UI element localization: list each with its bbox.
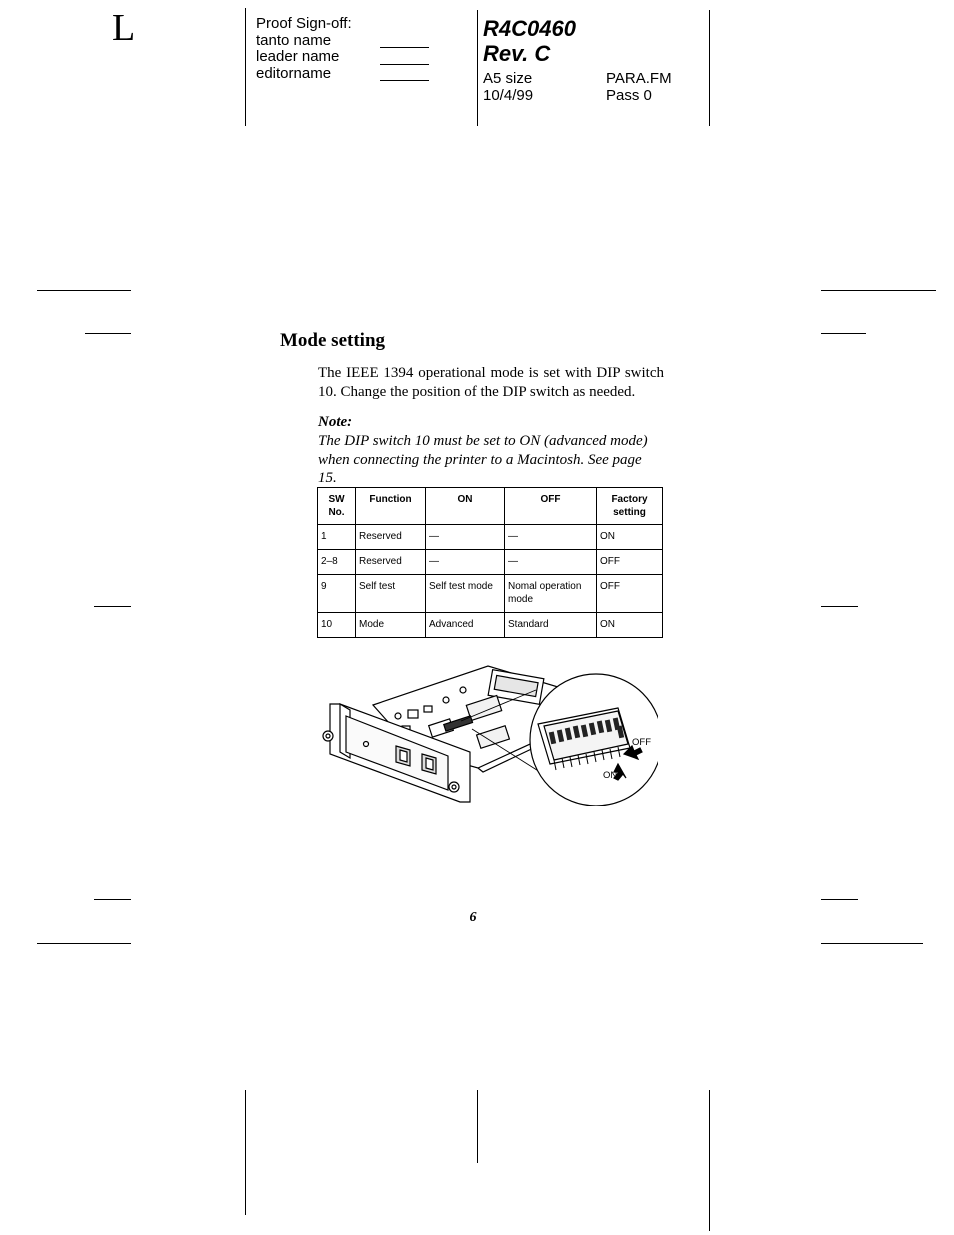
header-sw-no: SW No.	[318, 488, 356, 525]
table-cell: Reserved	[356, 550, 426, 575]
corner-mark: L	[112, 7, 136, 49]
proof-leader-name: leader name	[256, 48, 340, 65]
table-cell: ON	[597, 613, 663, 638]
signoff-line-3	[380, 80, 429, 81]
off-label: OFF	[632, 737, 651, 748]
header-function: Function	[356, 488, 426, 525]
product-revision: Rev. C	[483, 41, 551, 66]
table-cell: —	[505, 525, 597, 550]
page-size: A5 size	[483, 70, 533, 87]
crop-hline-right-1	[821, 290, 936, 291]
crop-vline-right-top	[709, 10, 710, 126]
proof-pass: Pass 0	[606, 87, 652, 104]
note-label: Note:	[318, 414, 353, 430]
crop-hline-left-5	[37, 943, 131, 944]
table-cell: —	[505, 550, 597, 575]
table-cell: —	[426, 525, 505, 550]
crop-hline-right-5	[821, 943, 923, 944]
proof-tanto-name: tanto name	[256, 31, 332, 49]
table-cell: ON	[597, 525, 663, 550]
table-cell: 10	[318, 613, 356, 638]
table-cell: 2–8	[318, 550, 356, 575]
table-cell: Self test	[356, 575, 426, 613]
table-row	[318, 613, 663, 638]
table-cell: OFF	[597, 550, 663, 575]
proof-date: 10/4/99	[483, 87, 534, 104]
crop-vline-mid-top	[477, 10, 478, 126]
crop-vline-mid-bottom	[477, 1090, 478, 1163]
table-cell: —	[426, 550, 505, 575]
table-cell: Mode	[356, 613, 426, 638]
section-title: Mode setting	[280, 330, 386, 351]
on-label: ON	[603, 770, 618, 781]
crop-hline-left-4	[94, 899, 131, 900]
crop-hline-left-1	[37, 290, 131, 291]
signoff-line-2	[380, 64, 429, 65]
table-cell: Nomal operation mode	[505, 575, 597, 613]
table-cell: Advanced	[426, 613, 505, 638]
table-row	[318, 575, 663, 613]
crop-hline-right-3	[821, 606, 858, 607]
proof-title: Proof Sign-off:	[256, 15, 352, 32]
table-header-row	[318, 488, 663, 525]
table-cell: 1	[318, 525, 356, 550]
crop-hline-right-4	[821, 899, 858, 900]
crop-hline-left-3	[94, 606, 131, 607]
header-off: OFF	[505, 488, 597, 525]
table-cell: 9	[318, 575, 356, 613]
signoff-line-1	[380, 47, 429, 48]
crop-vline-right-bottom	[709, 1090, 710, 1231]
interface-card-illustration	[318, 660, 658, 806]
page-number: 6	[469, 910, 477, 925]
proof-editor-name: editorname	[256, 64, 332, 82]
crop-vline-left-top	[245, 8, 246, 126]
body-paragraph: The IEEE 1394 operational mode is set with DIP switch 10. Change the position of the DIP switch as needed.	[318, 365, 664, 400]
proof-signoff	[256, 16, 352, 82]
table-cell: Standard	[505, 613, 597, 638]
product-code	[483, 16, 576, 66]
header-factory: Factory setting	[597, 488, 663, 525]
crop-hline-left-2	[85, 333, 131, 334]
crop-vline-left-bottom	[245, 1090, 246, 1215]
table-cell: OFF	[597, 575, 663, 613]
note-text: The DIP switch 10 must be set to ON (advanced mode) when connecting the printer to a Macintosh. See page 15.	[318, 433, 648, 486]
product-code-id: R4C0460	[483, 16, 576, 41]
header-on: ON	[426, 488, 505, 525]
table-row	[318, 525, 663, 550]
file-name: PARA.FM	[606, 70, 672, 87]
dip-switch-table	[317, 487, 663, 638]
table-row	[318, 550, 663, 575]
crop-hline-right-2	[821, 333, 866, 334]
table-cell: Reserved	[356, 525, 426, 550]
table-cell: Self test mode	[426, 575, 505, 613]
